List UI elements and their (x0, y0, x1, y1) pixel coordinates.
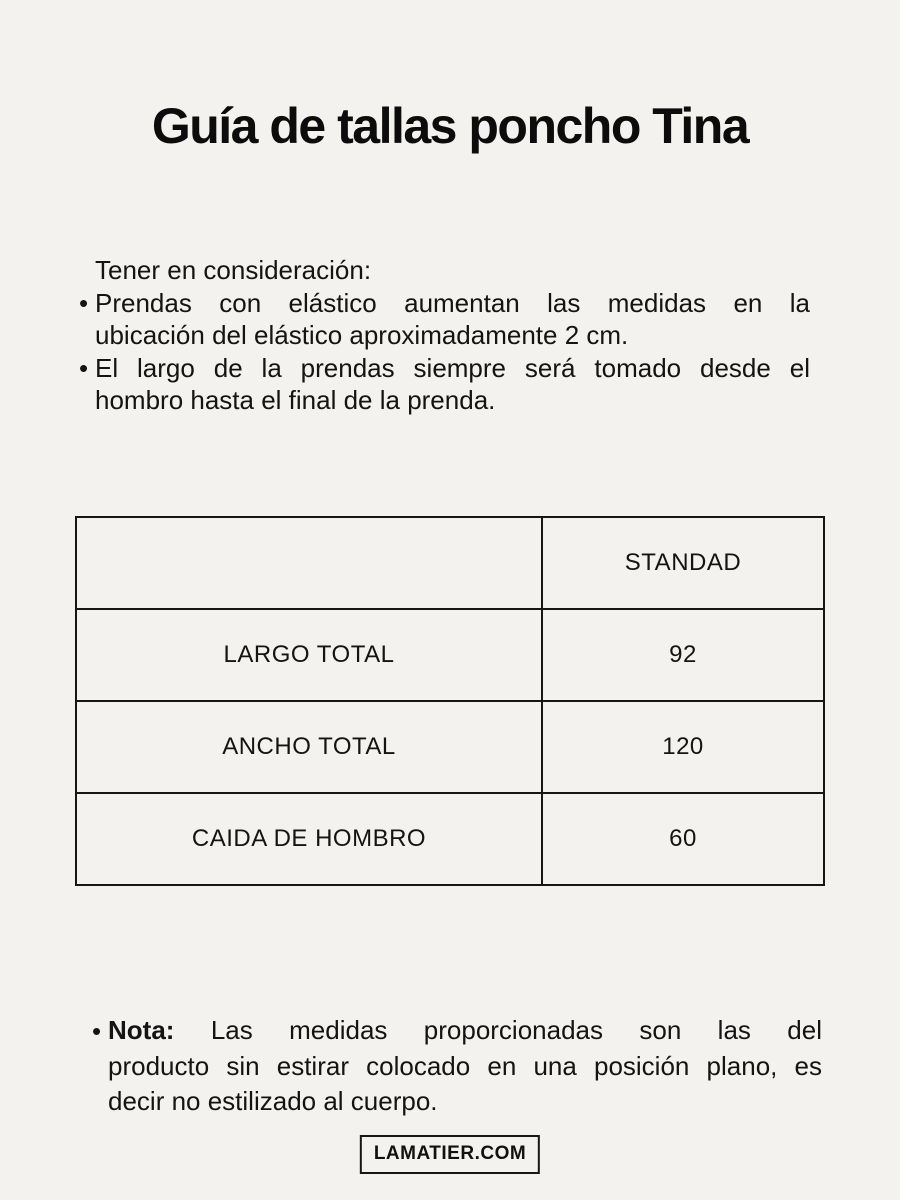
list-item (79, 287, 810, 352)
row-label-cell: CAIDA DE HOMBRO (76, 793, 542, 885)
note-line-1-text: Las medidas proporcionadas son las del (210, 1015, 822, 1045)
note-label: Nota: (108, 1015, 175, 1045)
bullet-2-line-1: • El largo de la prendas siempre será tomado desde el (95, 352, 810, 383)
table-column-header: STANDAD (542, 517, 824, 609)
note-line-1 (108, 1013, 822, 1049)
note-line-3: decir no estilizado al cuerpo. (108, 1086, 438, 1116)
row-value-cell: 60 (542, 793, 824, 885)
bullet-1-line-1: • Prendas con elástico aumentan las medidas en la (95, 287, 810, 318)
brand-name: LAMATIER.COM (373, 1143, 527, 1164)
list-item (79, 352, 810, 417)
note-line-2: producto sin estirar colocado en una posición plano, es (108, 1050, 822, 1081)
bullet-2-line-2: hombro hasta el final de la prenda. (95, 385, 496, 415)
brand-badge (360, 1135, 540, 1174)
size-table (75, 516, 825, 886)
row-value-cell: 120 (542, 701, 824, 793)
considerations-intro: Tener en consideración: (95, 255, 372, 285)
row-label-cell: ANCHO TOTAL (76, 701, 542, 793)
list-item (92, 1013, 822, 1120)
note-section (92, 1013, 822, 1120)
page-title: Guía de tallas poncho Tina (151, 98, 749, 154)
considerations-section (79, 254, 810, 417)
table-row (76, 793, 824, 885)
row-value-cell: 92 (542, 609, 824, 701)
table-header-row (76, 517, 824, 609)
table-row (76, 701, 824, 793)
table-row (76, 609, 824, 701)
row-label-cell: LARGO TOTAL (76, 609, 542, 701)
bullet-1-line-2: ubicación del elástico aproximadamente 2 cm. (95, 320, 629, 350)
table-corner-cell (76, 517, 542, 609)
